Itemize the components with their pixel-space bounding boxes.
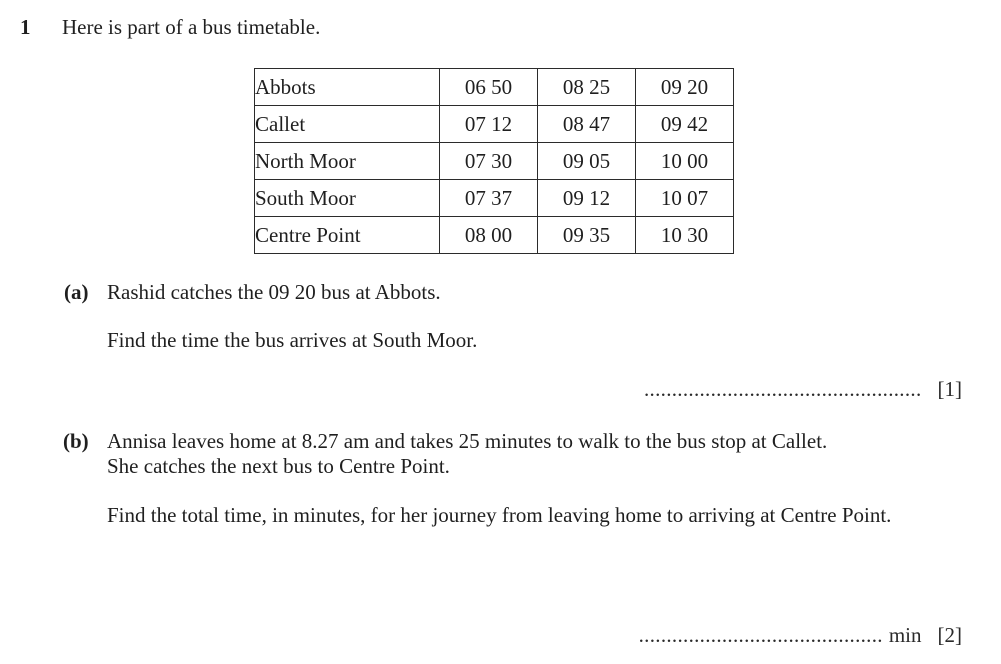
part-b-instruction: Find the total time, in minutes, for her journey from leaving home to arriving at Centre Point. xyxy=(107,503,892,527)
answer-unit-b: min xyxy=(888,623,922,647)
mark-b: [2] xyxy=(937,623,962,647)
mark-a: [1] xyxy=(937,377,962,401)
answer-line-b xyxy=(639,623,962,648)
departure-time: 07 30 xyxy=(440,143,538,180)
departure-time: 08 47 xyxy=(538,106,636,143)
departure-time: 09 35 xyxy=(538,217,636,254)
part-b-statement-line2: She catches the next bus to Centre Point. xyxy=(107,454,450,478)
part-b-label: (b) xyxy=(63,429,89,453)
bus-timetable xyxy=(254,68,734,254)
answer-dots-b: ............................................ xyxy=(638,623,883,647)
station-name: Centre Point xyxy=(255,217,440,254)
timetable-row xyxy=(255,106,734,143)
departure-time: 07 12 xyxy=(440,106,538,143)
question-intro: Here is part of a bus timetable. xyxy=(62,15,321,39)
departure-time: 08 00 xyxy=(440,217,538,254)
departure-time: 09 20 xyxy=(636,69,734,106)
station-name: North Moor xyxy=(255,143,440,180)
timetable-row xyxy=(255,180,734,217)
departure-time: 08 25 xyxy=(538,69,636,106)
departure-time: 09 12 xyxy=(538,180,636,217)
departure-time: 10 30 xyxy=(636,217,734,254)
timetable-row xyxy=(255,217,734,254)
bus-timetable-body xyxy=(255,69,734,254)
part-b-statement-line1: Annisa leaves home at 8.27 am and takes 25 minutes to walk to the bus stop at Callet. xyxy=(107,429,828,453)
departure-time: 10 07 xyxy=(636,180,734,217)
answer-dots-a: .................................................. xyxy=(644,377,922,401)
departure-time: 09 05 xyxy=(538,143,636,180)
part-a-label: (a) xyxy=(64,280,89,304)
station-name: Callet xyxy=(255,106,440,143)
answer-line-a xyxy=(644,377,962,402)
departure-time: 07 37 xyxy=(440,180,538,217)
question-number: 1 xyxy=(20,15,31,39)
timetable-row xyxy=(255,69,734,106)
station-name: South Moor xyxy=(255,180,440,217)
part-a-instruction: Find the time the bus arrives at South Moor. xyxy=(107,328,478,352)
departure-time: 09 42 xyxy=(636,106,734,143)
departure-time: 10 00 xyxy=(636,143,734,180)
departure-time: 06 50 xyxy=(440,69,538,106)
part-a-statement: Rashid catches the 09 20 bus at Abbots. xyxy=(107,280,441,304)
timetable-row xyxy=(255,143,734,180)
station-name: Abbots xyxy=(255,69,440,106)
